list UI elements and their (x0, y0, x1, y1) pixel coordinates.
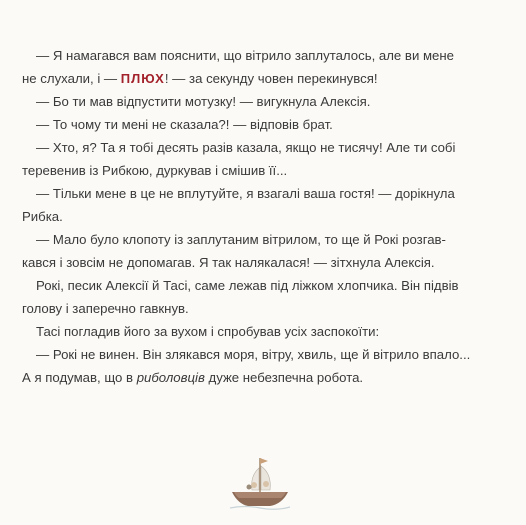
text-line: — Тільки мене в це не вплутуйте, я взагалі ваша гостя! — дорікнула (36, 186, 455, 201)
text-line: голову і заперечно гавкнув. (22, 301, 189, 316)
text-line: — Я намагався вам пояснити, що вітрило заплуталось, але ви мене (36, 48, 454, 63)
text-line (22, 67, 508, 90)
text-line: Рибка. (22, 209, 63, 224)
text-line: — Бо ти мав відпустити мотузку! — вигукнула Алексія. (36, 94, 371, 109)
text-line: Тасі погладив його за вухом і спробував усіх заспокоїти: (36, 324, 380, 339)
text-segment: А я подумав, що в (22, 370, 134, 385)
text-line: кався і зовсім не допомагав. Я так налякалася! — зітхнула Алексія. (22, 255, 435, 270)
text-line: теревенив із Рибкою, дуркував і смішив її... (22, 163, 288, 178)
text-segment: ! — за секунду човен перекинувся! (164, 71, 378, 86)
text-line (22, 366, 508, 389)
text-line: — Мало було клопоту із заплутаним вітрилом, то ще й Рокі розгав- (36, 232, 446, 247)
text-segment: не слухали, і — (22, 71, 118, 86)
story-text (22, 44, 508, 389)
onomatopoeia-word: ПЛЮХ (120, 71, 165, 86)
italic-word: риболовців (136, 370, 205, 385)
text-line: Рокі, песик Алексії й Тасі, саме лежав під ліжком хлопчика. Він підвів (36, 278, 459, 293)
text-line: — Рокі не винен. Він злякався моря, вітру, хвиль, ще й вітрило впало... (36, 347, 471, 362)
boat-icon (226, 454, 294, 510)
text-line: — Хто, я? Та я тобі десять разів казала, якщо не тисячу! Але ти собі (36, 140, 456, 155)
text-line: — То чому ти мені не сказала?! — відповів брат. (36, 117, 333, 132)
text-segment: дуже небезпечна робота. (208, 370, 364, 385)
